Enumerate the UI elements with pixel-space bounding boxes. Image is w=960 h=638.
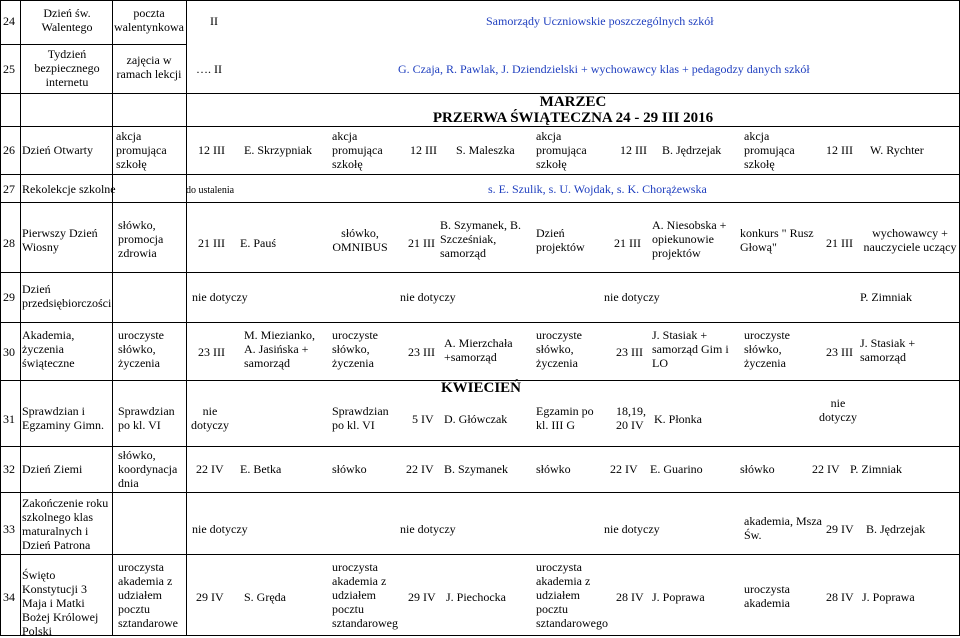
- date: 29 IV: [408, 590, 436, 604]
- row-number: 33: [3, 522, 15, 536]
- activity: Egzamin po kl. III G: [536, 404, 594, 432]
- row-number: 31: [3, 412, 15, 426]
- date: 23 III: [826, 345, 853, 359]
- person: J. Piechocka: [446, 590, 506, 604]
- person: E. Betka: [240, 462, 282, 476]
- month-marzec: MARZEC: [539, 94, 607, 110]
- person: P. Zimniak: [850, 462, 903, 476]
- activity: uroczysta akademia: [744, 582, 790, 610]
- event-name: Rekolekcje szkolne: [22, 182, 116, 196]
- row-number: 27: [3, 182, 15, 196]
- date: 18,19, 20 IV: [616, 404, 646, 432]
- date: 12 III: [620, 143, 647, 157]
- date: …. II: [196, 62, 222, 76]
- activity: słówko: [332, 462, 367, 476]
- activity: Sprawdzian po kl. VI: [332, 404, 389, 432]
- not-applicable: nie dotyczy: [400, 522, 456, 536]
- person: B. Szymanek, B. Szcześniak, samorząd: [440, 218, 521, 260]
- row-number: 25: [3, 62, 15, 76]
- person: A. Niesobska + opiekunowie projektów: [652, 218, 727, 260]
- person: M. Miezianko, A. Jasińska + samorząd: [244, 328, 315, 370]
- row-number: 30: [3, 345, 15, 359]
- person: E. Skrzypniak: [244, 143, 312, 157]
- activity: akademia, Msza Św.: [744, 514, 822, 542]
- persons: G. Czaja, R. Pawlak, J. Dziendzielski + wychowawcy klas + pedagodzy danych szkół: [398, 62, 810, 76]
- date: 28 IV: [616, 590, 644, 604]
- event-name: Pierwszy Dzień Wiosny: [22, 226, 98, 254]
- person: J. Stasiak + samorząd Gim i LO: [652, 328, 729, 370]
- row-number: 26: [3, 143, 15, 157]
- person: P. Zimniak: [860, 290, 913, 304]
- date: 29 IV: [826, 522, 854, 536]
- activity: słówko: [536, 462, 571, 476]
- date: II: [210, 14, 218, 28]
- activity: konkurs " Rusz Głową": [740, 226, 814, 254]
- row-number: 34: [3, 590, 15, 604]
- person: B. Jędrzejak: [662, 143, 722, 157]
- date: 12 III: [826, 143, 853, 157]
- row-number: 24: [3, 14, 15, 28]
- person: D. Główczak: [444, 412, 508, 426]
- persons: s. E. Szulik, s. U. Wojdak, s. K. Chorążewska: [488, 182, 707, 196]
- person: K. Płonka: [654, 412, 702, 426]
- event-name: Święto Konstytucji 3 Maja i Matki Bożej Królowej Polski: [22, 568, 99, 638]
- activity: uroczysta akademia z udziałem pocztu sztandarowe: [118, 560, 178, 630]
- activity: uroczysta akademia z udziałem pocztu sztandarowego: [536, 560, 608, 630]
- date: 29 IV: [196, 590, 224, 604]
- date: 22 IV: [812, 462, 840, 476]
- not-applicable: nie dotyczy: [192, 290, 248, 304]
- month-kwiecien: KWIECIEŃ: [441, 380, 522, 396]
- not-applicable: nie dotyczy: [400, 290, 456, 304]
- activity: Dzień projektów: [536, 226, 585, 254]
- not-applicable: nie dotyczy: [191, 404, 229, 432]
- date: 23 III: [408, 345, 435, 359]
- event-name: Dzień Otwarty: [22, 143, 93, 157]
- date: 22 IV: [196, 462, 224, 476]
- activity: uroczyste słówko, życzenia: [332, 328, 378, 370]
- date: 22 IV: [406, 462, 434, 476]
- event-name: Dzień św. Walentego: [41, 6, 93, 34]
- date: 12 III: [198, 143, 225, 157]
- person: J. Poprawa: [652, 590, 705, 604]
- activity: akcja promująca szkołę: [744, 129, 795, 171]
- date: 28 IV: [826, 590, 854, 604]
- person: S. Gręda: [244, 590, 286, 604]
- person: wychowawcy + nauczyciele uczący: [863, 226, 957, 254]
- date: 22 IV: [610, 462, 638, 476]
- date: 23 III: [616, 345, 643, 359]
- person: J. Poprawa: [862, 590, 915, 604]
- activity: uroczysta akademia z udziałem pocztu sztandaroweg: [332, 560, 398, 630]
- date: 21 III: [614, 236, 641, 250]
- date: 21 III: [198, 236, 225, 250]
- activity: słówko, koordynacja dnia: [118, 448, 178, 490]
- row-number: 29: [3, 290, 15, 304]
- row-number: 32: [3, 462, 15, 476]
- activity: słówko, OMNIBUS: [332, 226, 388, 254]
- date: 23 III: [198, 345, 225, 359]
- activity: akcja promująca szkołę: [536, 129, 587, 171]
- person: E. Guarino: [650, 462, 703, 476]
- przerwa-swiateczna: PRZERWA ŚWIĄTECZNA 24 - 29 III 2016: [432, 110, 714, 126]
- event-name: Sprawdzian i Egzaminy Gimn.: [22, 404, 104, 432]
- person: W. Rychter: [870, 143, 924, 157]
- not-applicable: nie dotyczy: [819, 396, 857, 424]
- person: A. Mierzchała +samorząd: [444, 336, 513, 364]
- activity: zajęcia w ramach lekcji: [116, 53, 182, 81]
- activity: uroczyste słówko, życzenia: [536, 328, 582, 370]
- date: 5 IV: [412, 412, 434, 426]
- date: 21 III: [826, 236, 853, 250]
- activity: akcja promująca szkołę: [116, 129, 167, 171]
- activity: słówko: [740, 462, 775, 476]
- person: J. Stasiak + samorząd: [860, 336, 916, 364]
- row-number: 28: [3, 236, 15, 250]
- activity: akcja promująca szkołę: [332, 129, 383, 171]
- activity: uroczyste słówko, życzenia: [118, 328, 164, 370]
- event-name: Dzień przedsiębiorczości: [22, 282, 112, 310]
- person: B. Szymanek: [444, 462, 508, 476]
- activity: Sprawdzian po kl. VI: [118, 404, 175, 432]
- event-name: Akademia, życzenia świąteczne: [22, 328, 75, 370]
- section-header: Samorządy Uczniowskie poszczególnych szkół: [486, 14, 714, 28]
- person: B. Jędrzejak: [866, 522, 926, 536]
- date: do ustalenia: [186, 185, 235, 196]
- not-applicable: nie dotyczy: [604, 290, 660, 304]
- activity: słówko, promocja zdrowia: [118, 218, 164, 260]
- person: S. Maleszka: [456, 143, 515, 157]
- event-name: Tydzień bezpiecznego internetu: [34, 47, 100, 89]
- not-applicable: nie dotyczy: [604, 522, 660, 536]
- date: 21 III: [408, 236, 435, 250]
- event-name: Zakończenie roku szkolnego klas maturalnych i Dzień Patrona: [22, 496, 109, 552]
- date: 12 III: [410, 143, 437, 157]
- not-applicable: nie dotyczy: [192, 522, 248, 536]
- activity: uroczyste słówko, życzenia: [744, 328, 790, 370]
- activity: poczta walentynkowa: [114, 6, 184, 34]
- event-name: Dzień Ziemi: [22, 462, 83, 476]
- person: E. Pauś: [240, 236, 276, 250]
